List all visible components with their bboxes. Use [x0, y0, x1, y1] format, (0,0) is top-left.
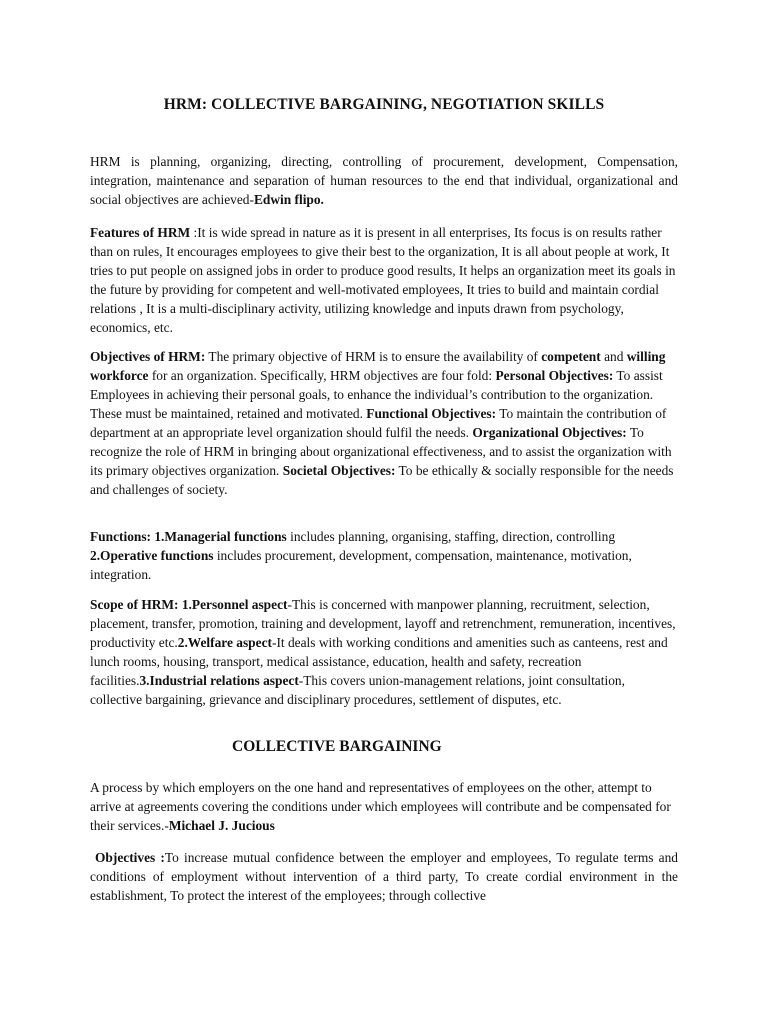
organizational-objectives-text: To recognize the role of HRM in bringing about organizational effectiveness, and to assist the organization with its primary objectives organization.	[90, 425, 672, 478]
scope-text-3: -This covers union-management relations, joint consultation, collective bargaining, grievance and disciplinary procedures, settlement of disputes, etc.	[90, 673, 625, 707]
features-label: Features of HRM	[90, 225, 191, 240]
industrial-relations-label: 3.Industrial relations aspect	[139, 673, 299, 688]
cb-objectives-paragraph	[90, 848, 678, 905]
cb-definition-text: A process by which employers on the one hand and representatives of employees on the other, attempt to arrive at agreements covering the conditions under which employees will contribute and be compensated for their services.-	[90, 780, 671, 833]
operative-functions-label: 2.Operative functions	[90, 548, 214, 563]
objectives-text-1: The primary objective of HRM is to ensure the availability of	[205, 349, 542, 364]
objectives-text-3: for an organization. Specifically, HRM objectives are four fold:	[148, 368, 496, 383]
scope-label: Scope of HRM: 1.Personnel aspect	[90, 597, 288, 612]
cb-objectives-label: Objectives :	[95, 850, 165, 865]
scope-paragraph	[90, 595, 678, 709]
intro-text: HRM is planning, organizing, directing, controlling of procurement, development, Compensation, integration, maintenance and separation of human resources to the end that individual, organizational and social objectives are achieved-	[90, 154, 678, 207]
welfare-aspect-label: 2.Welfare aspect	[177, 635, 272, 650]
cb-definition-paragraph	[90, 778, 678, 835]
collective-bargaining-heading: COLLECTIVE BARGAINING	[232, 738, 442, 755]
functional-objectives-label: Functional Objectives:	[366, 406, 497, 421]
personal-objectives-label: Personal Objectives:	[495, 368, 614, 383]
intro-paragraph	[90, 152, 678, 209]
functions-label: Functions: 1.Managerial functions	[90, 529, 287, 544]
scope-text-2: -It deals with working conditions and amenities such as canteens, rest and lunch rooms, housing, transport, medical assistance, education, health and safety, recreation facilities.	[90, 635, 668, 688]
functional-objectives-text: To maintain the contribution of department at an appropriate level organization should fulfil the needs.	[90, 406, 667, 440]
cb-definition-author: Michael J. Jucious	[168, 818, 275, 833]
societal-objectives-label: Societal Objectives:	[282, 463, 396, 478]
scope-text-1: -This is concerned with manpower planning, recruitment, selection, placement, transfer, promotion, training and development, layoff and retrenchment, remuneration, incentives, productivity etc.	[90, 597, 676, 650]
objectives-paragraph	[90, 347, 678, 499]
functions-paragraph	[90, 527, 678, 584]
features-text: :It is wide spread in nature as it is present in all enterprises, Its focus is on results rather than on rules, It encourages employees to give their best to the organization, It is all about people at work, It tries to put people on assigned jobs in order to produce good results, It helps an organization meet its goals in the future by providing for competent and well-motivated employees, It tries to build and maintain cordial relations , It is a multi-disciplinary activity, utilizing knowledge and inputs drawn from psychology, economics, etc.	[90, 225, 676, 335]
organizational-objectives-label: Organizational Objectives:	[472, 425, 627, 440]
features-paragraph	[90, 223, 678, 337]
intro-author: Edwin flipo.	[253, 192, 324, 207]
functions-text-1: includes planning, organising, staffing, direction, controlling	[286, 529, 616, 544]
personal-objectives-text: To assist Employees in achieving their personal goals, to enhance the individual’s contribution to the organization. These must be maintained, retained and motivated.	[90, 368, 663, 421]
functions-text-2: includes procurement, development, compensation, maintenance, motivation, integration.	[90, 548, 632, 582]
page-title: HRM: COLLECTIVE BARGAINING, NEGOTIATION SKILLS	[163, 96, 605, 113]
cb-objectives-text: To increase mutual confidence between the employer and employees, To regulate terms and conditions of employment without intervention of a third party, To create cordial environment in the establishment, To protect the interest of the employees; through collective	[90, 850, 679, 903]
objectives-label: Objectives of HRM:	[90, 349, 206, 364]
objectives-bold-2: willing workforce	[90, 349, 666, 383]
societal-objectives-text: To be ethically & socially responsible for the needs and challenges of society.	[90, 463, 674, 497]
objectives-text-2: and	[600, 349, 627, 364]
objectives-bold-1: competent	[541, 349, 601, 364]
